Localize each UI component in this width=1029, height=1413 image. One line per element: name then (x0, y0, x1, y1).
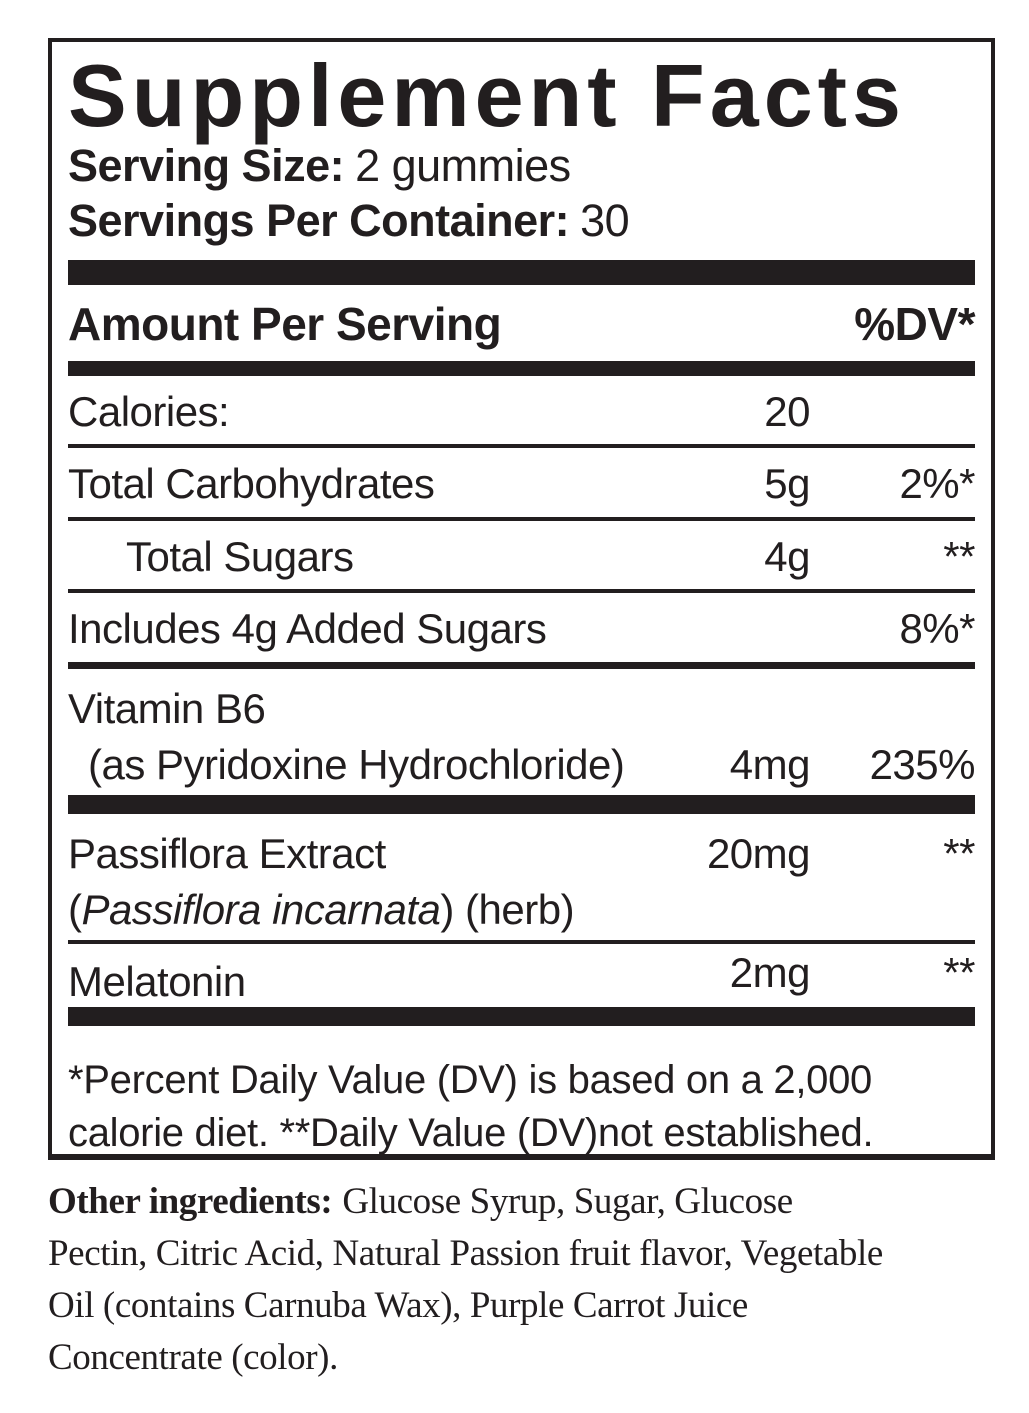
nutrient-amount: 4mg (729, 740, 810, 788)
nutrient-amount: 4g (764, 532, 810, 580)
dv-footnote-line1: *Percent Daily Value (DV) is based on a 2,000 (68, 1057, 872, 1102)
other-ingredients-line4: Concentrate (color). (48, 1337, 338, 1378)
other-ingredients-line2: Pectin, Citric Acid, Natural Passion fruit flavor, Vegetable (48, 1233, 883, 1274)
nutrient-name: Melatonin (68, 957, 246, 1005)
percent-dv-header: %DV* (854, 297, 975, 350)
nutrient-amount: 20mg (706, 829, 810, 877)
nutrient-name: Includes 4g Added Sugars (68, 604, 547, 652)
nutrient-botanical-name: (Passiflora incarnata) (herb) (68, 885, 575, 933)
other-ingredients-text: Glucose Syrup, Sugar, Glucose (342, 1181, 793, 1222)
servings-per-container-value: 30 (580, 194, 630, 246)
nutrient-name: Total Sugars (126, 532, 354, 580)
nutrient-row-vitamin-b6 (68, 669, 975, 795)
servings-per-container-label: Servings Per Container: (68, 194, 570, 246)
other-ingredients-line3: Oil (contains Carnuba Wax), Purple Carrot Juice (48, 1285, 748, 1326)
divider-bar-header-top (68, 260, 975, 285)
nutrient-dv: 2%* (899, 460, 975, 508)
divider-bar-footnote (68, 1007, 975, 1026)
divider-bar-header-bottom (68, 361, 975, 376)
nutrient-row-calories (68, 376, 975, 448)
nutrient-name: Calories: (68, 388, 230, 436)
nutrient-row-total-carbohydrates (68, 448, 975, 520)
nutrient-row-total-sugars (68, 521, 975, 593)
nutrient-dv: 235% (869, 740, 975, 788)
divider-bar-botanicals (68, 795, 975, 814)
other-ingredients-label: Other ingredients: (48, 1181, 333, 1222)
serving-size-value: 2 gummies (355, 139, 571, 191)
dv-footnote-line2: calorie diet. **Daily Value (DV)not established. (68, 1110, 874, 1155)
nutrient-dv: ** (943, 829, 975, 877)
amount-per-serving-header: Amount Per Serving (68, 297, 502, 350)
nutrient-row-melatonin (68, 944, 975, 1007)
nutrient-dv: 8%* (899, 604, 975, 652)
nutrient-dv: ** (943, 532, 975, 580)
nutrient-name: Passiflora Extract (68, 829, 386, 877)
nutrient-row-passiflora-extract (68, 814, 975, 944)
other-ingredients-section (48, 1176, 1008, 1384)
nutrient-row-added-sugars (68, 593, 975, 669)
dv-footnote (68, 1054, 975, 1160)
nutrient-amount: 5g (764, 460, 810, 508)
supplement-facts-panel (48, 38, 995, 1160)
serving-size-label: Serving Size: (68, 139, 345, 191)
nutrient-amount: 20 (764, 388, 810, 436)
nutrient-name: Vitamin B6 (68, 684, 266, 732)
nutrient-name-detail: (as Pyridoxine Hydrochloride) (88, 740, 625, 788)
serving-size-line (68, 138, 975, 193)
nutrient-amount: 2mg (729, 948, 810, 996)
servings-per-container-line (68, 193, 975, 248)
other-ingredients-line1 (48, 1176, 1008, 1228)
panel-title: Supplement Facts (68, 46, 906, 145)
nutrient-dv: ** (943, 948, 975, 996)
nutrient-name: Total Carbohydrates (68, 460, 435, 508)
column-header-row (68, 285, 975, 362)
